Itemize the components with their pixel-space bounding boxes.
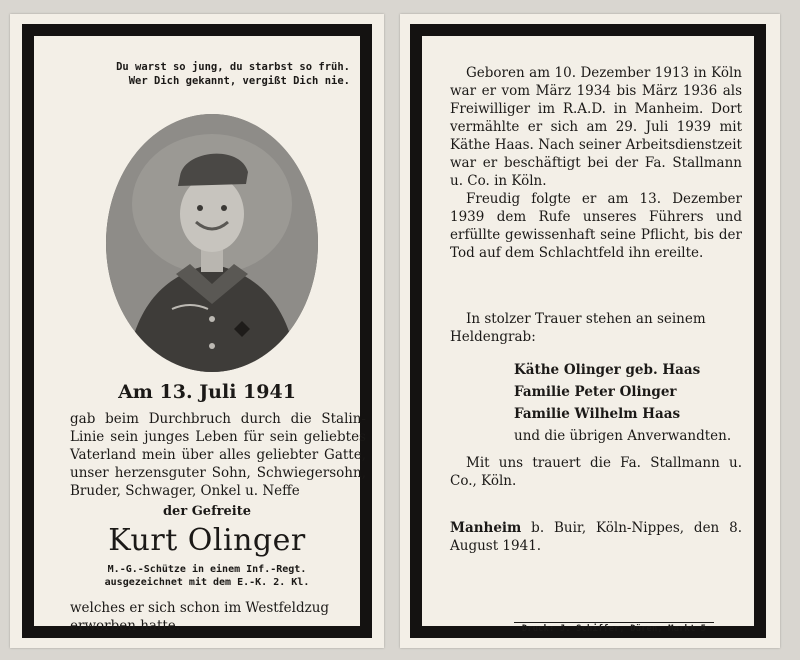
family-member: Familie Wilhelm Haas [514,406,681,422]
portrait-image [106,114,318,372]
epitaph-line: Du warst so jung, du starbst so früh. [116,61,350,73]
family-member: Käthe Olinger geb. Haas [514,362,701,378]
place-name: Manheim [450,520,522,536]
biography [450,64,742,262]
company-condolence: Mit uns trauert die Fa. Stallmann u. Co., Köln. [450,455,742,489]
death-notice-text: gab beim Durchbruch durch die Stalin-Linie sein junges Leben für sein geliebtes Vaterland mein über alles geliebter Gatte, unser herzensguter Sohn, Schwiegersohn, Bruder, Schwager, Onkel u. Neffe [70,411,366,499]
soldier-portrait [106,114,318,372]
unit-info [10,563,404,589]
unit-line: ausgezeichnet mit dem E.-K. 2. Kl. [104,577,310,588]
deceased-name: Kurt Olinger [108,523,306,558]
epitaph [90,60,350,88]
biography-paragraph: Geboren am 10. Dezember 1913 in Köln war er vom März 1934 bis März 1936 als Freiwilliger im R.A.D. in Manheim. Dort vermählte er sich am 29. Juli 1939 mit Käthe Haas. Nach seiner Arbeitsdienstzeit war er beschäftigt bei der Fa. Stallmann u. Co. in Köln. [450,65,742,189]
family-list [514,359,754,447]
rank-label: der Gefreite [162,504,252,519]
unit-line: M.-G.-Schütze in einem Inf.-Regt. [107,564,307,575]
right-card [400,14,780,648]
printer-credit: Druck: J. Schiffer, Düren, Markt 5 [514,622,714,634]
death-date-heading: Am 13. Juli 1941 [118,381,296,403]
closing-text: welches er sich schon im Westfeldzug erworben hatte. [70,600,330,634]
place-and-date [450,519,742,555]
other-relatives: und die übrigen Anverwandten. [514,428,732,444]
mourning-intro: In stolzer Trauer stehen an seinem Heldengrab: [450,311,706,345]
date-text: b. Buir, Köln-Nippes, den 8. August 1941. [450,520,742,554]
biography-paragraph: Freudig folgte er am 13. Dezember 1939 dem Rufe unseres Führers und erfüllte gewissenhaft seine Pflicht, bis der Tod auf dem Schlachtfeld ihn ereilte. [450,191,742,261]
epitaph-line: Wer Dich gekannt, vergißt Dich nie. [128,75,350,87]
left-card [10,14,384,648]
family-member: Familie Peter Olinger [514,384,677,400]
